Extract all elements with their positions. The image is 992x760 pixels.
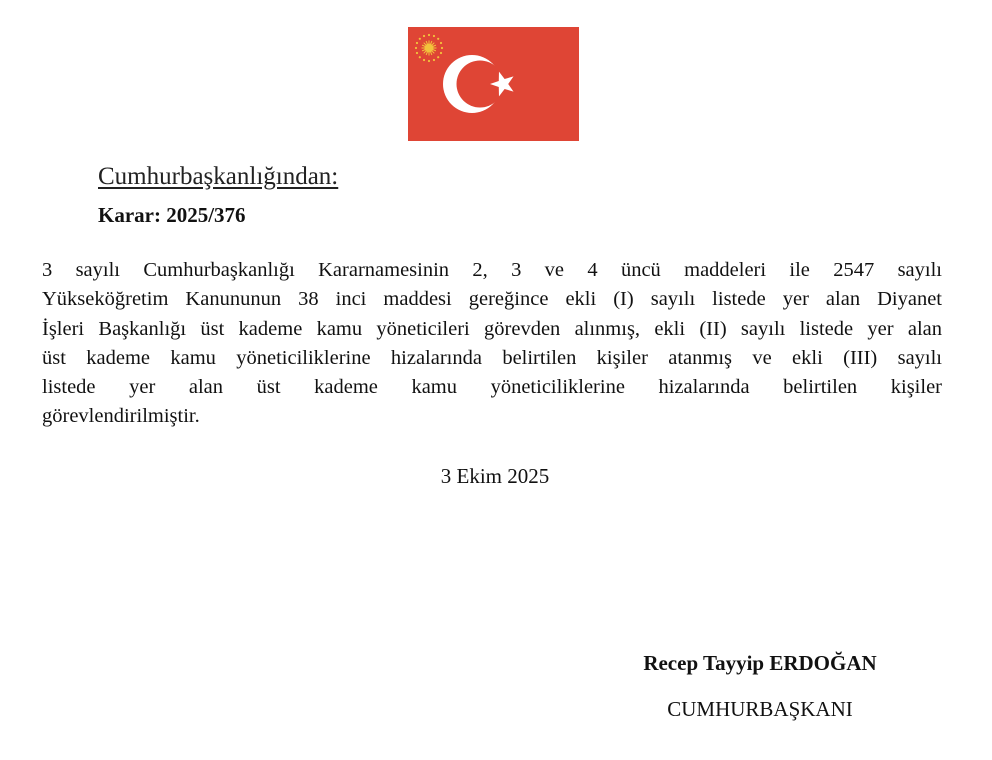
decision-body-text [42,256,942,432]
body-line: görevlendirilmiştir. [42,405,200,428]
body-line: üst kademe kamu yöneticiliklerine hizalarında belirtilen kişiler atanmış ve ekli (III) sayılı [42,346,942,369]
body-line: İşleri Başkanlığı üst kademe kamu yöneticileri görevden alınmış, ekli (II) sayılı listede yer alan [42,317,942,340]
body-line: 3 sayılı Cumhurbaşkanlığı Kararnamesinin 2, 3 ve 4 üncü maddeleri ile 2547 sayılı [42,259,942,281]
presidential-flag-emblem [408,27,579,141]
body-line: Yükseköğretim Kanununun 38 inci maddesi gereğince ekli (I) sayılı listede yer alan Diyanet [42,288,942,311]
signatory-title: CUMHURBAŞKANI [667,697,853,721]
decision-number: Karar: 2025/376 [98,203,246,227]
signatory-name: Recep Tayyip ERDOĞAN [643,651,877,675]
decision-date: 3 Ekim 2025 [440,464,550,488]
body-line: listede yer alan üst kademe kamu yöneticiliklerine hizalarında belirtilen kişiler [42,376,942,399]
issuing-institution-heading: Cumhurbaşkanlığından: [98,163,339,190]
